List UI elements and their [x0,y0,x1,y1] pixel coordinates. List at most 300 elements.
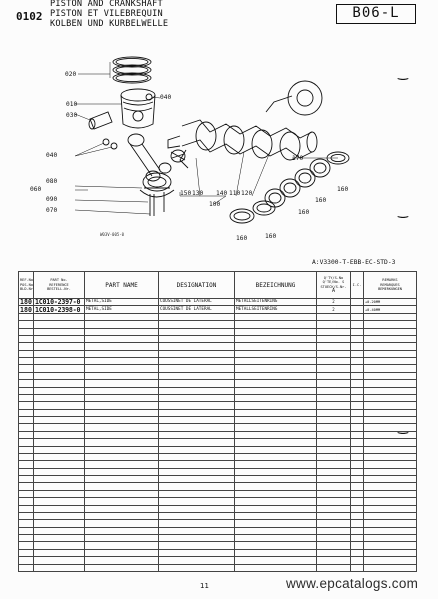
empty-cell [159,535,235,542]
empty-cell [159,424,235,431]
margin-mark: ‿ [398,66,408,80]
empty-cell [317,505,351,512]
table-row-empty [19,468,417,475]
empty-cell [317,321,351,328]
empty-cell [317,446,351,453]
empty-cell [19,468,34,475]
empty-cell [364,380,417,387]
empty-cell [34,402,85,409]
empty-cell [159,505,235,512]
empty-cell [159,380,235,387]
table-row-empty [19,549,417,556]
empty-cell [19,542,34,549]
empty-cell [159,490,235,497]
empty-cell [159,453,235,460]
margin-mark: ‿ [398,420,408,434]
empty-cell [85,343,159,350]
empty-cell [19,394,34,401]
empty-cell [19,453,34,460]
empty-cell [85,394,159,401]
empty-cell [85,321,159,328]
empty-cell [364,446,417,453]
empty-cell [159,512,235,519]
empty-cell [34,387,85,394]
empty-cell [235,431,317,438]
empty-cell [364,343,417,350]
empty-cell [235,564,317,572]
empty-cell [19,549,34,556]
empty-cell [34,350,85,357]
empty-cell [235,527,317,534]
table-row-empty [19,365,417,372]
empty-cell [34,446,85,453]
empty-cell [34,380,85,387]
empty-cell [317,535,351,542]
empty-cell [364,527,417,534]
empty-cell [351,402,364,409]
empty-cell [19,490,34,497]
empty-cell [235,439,317,446]
empty-cell [317,527,351,534]
table-row-empty [19,461,417,468]
empty-cell [159,564,235,572]
empty-cell [235,424,317,431]
empty-cell [85,512,159,519]
callout-160-d: 160 [265,233,277,240]
empty-cell [235,402,317,409]
empty-cell [85,468,159,475]
empty-cell [19,520,34,527]
empty-cell [85,380,159,387]
cell-designation: COUSSINET DE LATERAL [159,306,235,313]
empty-cell [85,424,159,431]
table-row-empty [19,394,417,401]
empty-cell [159,372,235,379]
empty-cell [351,483,364,490]
empty-cell [34,483,85,490]
empty-cell [351,476,364,483]
empty-cell [19,358,34,365]
empty-cell [364,335,417,342]
empty-cell [34,409,85,416]
empty-cell [317,557,351,564]
empty-cell [235,321,317,328]
empty-cell [317,387,351,394]
empty-cell [19,512,34,519]
empty-cell [85,431,159,438]
empty-cell [159,483,235,490]
table-row-empty [19,476,417,483]
table-row-empty [19,343,417,350]
empty-cell [235,483,317,490]
exploded-diagram-drawing [30,40,410,265]
empty-cell [34,520,85,527]
empty-cell [19,483,34,490]
header-ic: I.C. [351,272,364,299]
empty-cell [85,402,159,409]
cell-remarks: +0.40MM [364,306,417,313]
empty-cell [19,343,34,350]
empty-cell [235,453,317,460]
cell-part-name: METAL,SIDE [85,299,159,306]
table-row-empty [19,490,417,497]
empty-cell [364,483,417,490]
callout-010: 010 [66,101,78,108]
empty-cell [159,343,235,350]
callout-170: 170 [292,155,304,162]
empty-cell [19,402,34,409]
empty-cell [85,335,159,342]
empty-cell [34,394,85,401]
table-row-empty [19,321,417,328]
empty-cell [159,335,235,342]
empty-cell [85,461,159,468]
empty-cell [159,313,235,320]
empty-cell [351,365,364,372]
empty-cell [235,557,317,564]
empty-cell [34,365,85,372]
table-row-empty [19,409,417,416]
empty-cell [235,535,317,542]
table-header-row [19,272,417,299]
empty-cell [85,535,159,542]
empty-cell [34,372,85,379]
empty-cell [235,468,317,475]
empty-cell [351,387,364,394]
table-row-empty [19,505,417,512]
empty-cell [364,387,417,394]
empty-cell [364,431,417,438]
empty-cell [364,557,417,564]
empty-cell [235,387,317,394]
empty-cell [85,409,159,416]
empty-cell [317,520,351,527]
empty-cell [364,417,417,424]
empty-cell [364,453,417,460]
empty-cell [317,365,351,372]
empty-cell [364,424,417,431]
empty-cell [85,453,159,460]
empty-cell [34,431,85,438]
empty-cell [34,498,85,505]
empty-cell [235,505,317,512]
empty-cell [364,372,417,379]
empty-cell [85,328,159,335]
empty-cell [364,520,417,527]
empty-cell [159,476,235,483]
empty-cell [235,520,317,527]
title-german: KOLBEN UND KURBELWELLE [50,19,169,29]
table-row-empty [19,557,417,564]
empty-cell [317,461,351,468]
empty-cell [317,335,351,342]
empty-cell [85,498,159,505]
table-row-empty [19,439,417,446]
empty-cell [19,564,34,572]
empty-cell [351,409,364,416]
empty-cell [317,564,351,572]
parts-table [18,271,417,572]
table-row-empty [19,520,417,527]
margin-mark: ‿ [398,204,408,218]
empty-cell [85,542,159,549]
empty-cell [364,394,417,401]
empty-cell [351,343,364,350]
empty-cell [235,365,317,372]
page-number: 11 [200,582,209,590]
empty-cell [317,350,351,357]
callout-160-c: 160 [298,209,310,216]
empty-cell [85,483,159,490]
empty-cell [317,343,351,350]
empty-cell [159,321,235,328]
table-row-empty [19,431,417,438]
model-code: A:V3300-T-EBB-EC-STD-3 [312,259,396,266]
empty-cell [19,321,34,328]
empty-cell [85,527,159,534]
empty-cell [19,409,34,416]
header-part-no: PART No. REFERENCE BESTELL-Nr. [34,272,85,299]
empty-cell [34,321,85,328]
cell-ic [351,299,364,306]
empty-cell [19,461,34,468]
callout-160-a: 160 [337,186,349,193]
empty-cell [85,372,159,379]
empty-cell [235,343,317,350]
empty-cell [351,335,364,342]
empty-cell [364,542,417,549]
empty-cell [34,557,85,564]
table-row-empty [19,358,417,365]
table-row-empty [19,372,417,379]
empty-cell [364,321,417,328]
empty-cell [34,527,85,534]
empty-cell [19,446,34,453]
cell-remarks: +0.20MM [364,299,417,306]
empty-cell [364,498,417,505]
empty-cell [235,313,317,320]
callout-120: 120 [241,190,253,197]
empty-cell [34,335,85,342]
callout-060: 060 [30,186,42,193]
empty-cell [235,461,317,468]
callout-100: 100 [209,201,221,208]
empty-cell [235,358,317,365]
empty-cell [34,476,85,483]
empty-cell [159,557,235,564]
empty-cell [85,520,159,527]
table-row-empty [19,328,417,335]
table-row-empty [19,512,417,519]
empty-cell [364,409,417,416]
empty-cell [351,453,364,460]
cell-part-name: METAL,SIDE [85,306,159,313]
empty-cell [19,328,34,335]
empty-cell [85,358,159,365]
empty-cell [34,512,85,519]
empty-cell [235,446,317,453]
empty-cell [351,328,364,335]
empty-cell [34,313,85,320]
empty-cell [235,512,317,519]
empty-cell [317,549,351,556]
callout-130: 130 [192,190,204,197]
table-row-empty [19,527,417,534]
empty-cell [85,476,159,483]
callout-160-b: 160 [315,197,327,204]
empty-cell [317,431,351,438]
empty-cell [85,446,159,453]
cell-part-no: 1C010-2398-0 [34,306,85,313]
callout-140: 140 [216,190,228,197]
empty-cell [34,417,85,424]
header-designation: DESIGNATION [159,272,235,299]
empty-cell [317,417,351,424]
empty-cell [364,512,417,519]
empty-cell [317,402,351,409]
empty-cell [364,402,417,409]
empty-cell [85,387,159,394]
empty-cell [34,490,85,497]
empty-cell [159,394,235,401]
title-english: PISTON AND CRANKSHAFT [50,0,163,9]
empty-cell [317,483,351,490]
empty-cell [364,468,417,475]
empty-cell [19,527,34,534]
table-row-empty [19,387,417,394]
empty-cell [351,372,364,379]
empty-cell [351,394,364,401]
header-remarks: REMARKS REMARQUES BEMERKUNGEN [364,272,417,299]
empty-cell [364,505,417,512]
empty-cell [364,549,417,556]
empty-cell [351,512,364,519]
empty-cell [159,358,235,365]
empty-cell [364,328,417,335]
figure-code: W03V-005-0 [100,232,125,237]
callout-040: 040 [160,94,172,101]
empty-cell [317,542,351,549]
empty-cell [235,542,317,549]
table-row-empty [19,424,417,431]
empty-cell [19,372,34,379]
empty-cell [317,394,351,401]
empty-cell [317,512,351,519]
cell-bezeichnung: METALLSEITENRING [235,299,317,306]
empty-cell [19,350,34,357]
empty-cell [85,365,159,372]
empty-cell [85,564,159,572]
empty-cell [34,343,85,350]
callout-030: 030 [66,112,78,119]
empty-cell [85,505,159,512]
empty-cell [85,490,159,497]
qty-column-mark: A [331,288,335,295]
empty-cell [317,328,351,335]
empty-cell [351,439,364,446]
empty-cell [351,461,364,468]
empty-cell [351,313,364,320]
empty-cell [34,542,85,549]
empty-cell [235,372,317,379]
table-row-empty [19,335,417,342]
header-ref: REF.No POS.No BLD-Nr [19,272,34,299]
callout-160-e: 160 [236,235,248,242]
empty-cell [317,439,351,446]
empty-cell [19,417,34,424]
empty-cell [34,358,85,365]
empty-cell [351,417,364,424]
empty-cell [159,446,235,453]
empty-cell [159,409,235,416]
table-row-empty [19,542,417,549]
empty-cell [317,490,351,497]
section-titles [50,0,168,29]
empty-cell [159,468,235,475]
empty-cell [34,564,85,572]
empty-cell [19,498,34,505]
empty-cell [351,321,364,328]
header-bezeichnung: BEZEICHNUNG [235,272,317,299]
empty-cell [19,431,34,438]
empty-cell [351,358,364,365]
table-row-empty [19,535,417,542]
empty-cell [351,468,364,475]
watermark-text: www.epcatalogs.com [286,576,419,591]
table-row-empty [19,498,417,505]
empty-cell [19,476,34,483]
empty-cell [159,498,235,505]
empty-cell [85,439,159,446]
header-qty: Q'TY/S.No Q'TE/No. S STUECK/S.Nr. A [317,272,351,299]
empty-cell [19,313,34,320]
empty-cell [364,365,417,372]
empty-cell [351,380,364,387]
exploded-diagram [30,40,410,265]
section-number: 0102 [16,10,43,23]
empty-cell [159,549,235,556]
empty-cell [19,365,34,372]
empty-cell [34,535,85,542]
empty-cell [159,439,235,446]
empty-cell [19,387,34,394]
empty-cell [351,446,364,453]
empty-cell [351,431,364,438]
empty-cell [235,498,317,505]
table-row-empty [19,380,417,387]
empty-cell [34,505,85,512]
empty-cell [235,380,317,387]
callout-110: 110 [229,190,241,197]
empty-cell [159,542,235,549]
callout-080: 080 [46,178,58,185]
empty-cell [317,468,351,475]
empty-cell [19,424,34,431]
empty-cell [317,424,351,431]
empty-cell [159,417,235,424]
empty-cell [351,535,364,542]
parts-table-body [19,299,417,572]
empty-cell [364,358,417,365]
group-code-box: B06-L [336,4,416,24]
empty-cell [351,542,364,549]
empty-cell [235,394,317,401]
empty-cell [85,557,159,564]
empty-cell [351,549,364,556]
empty-cell [34,549,85,556]
empty-cell [317,372,351,379]
empty-cell [351,498,364,505]
